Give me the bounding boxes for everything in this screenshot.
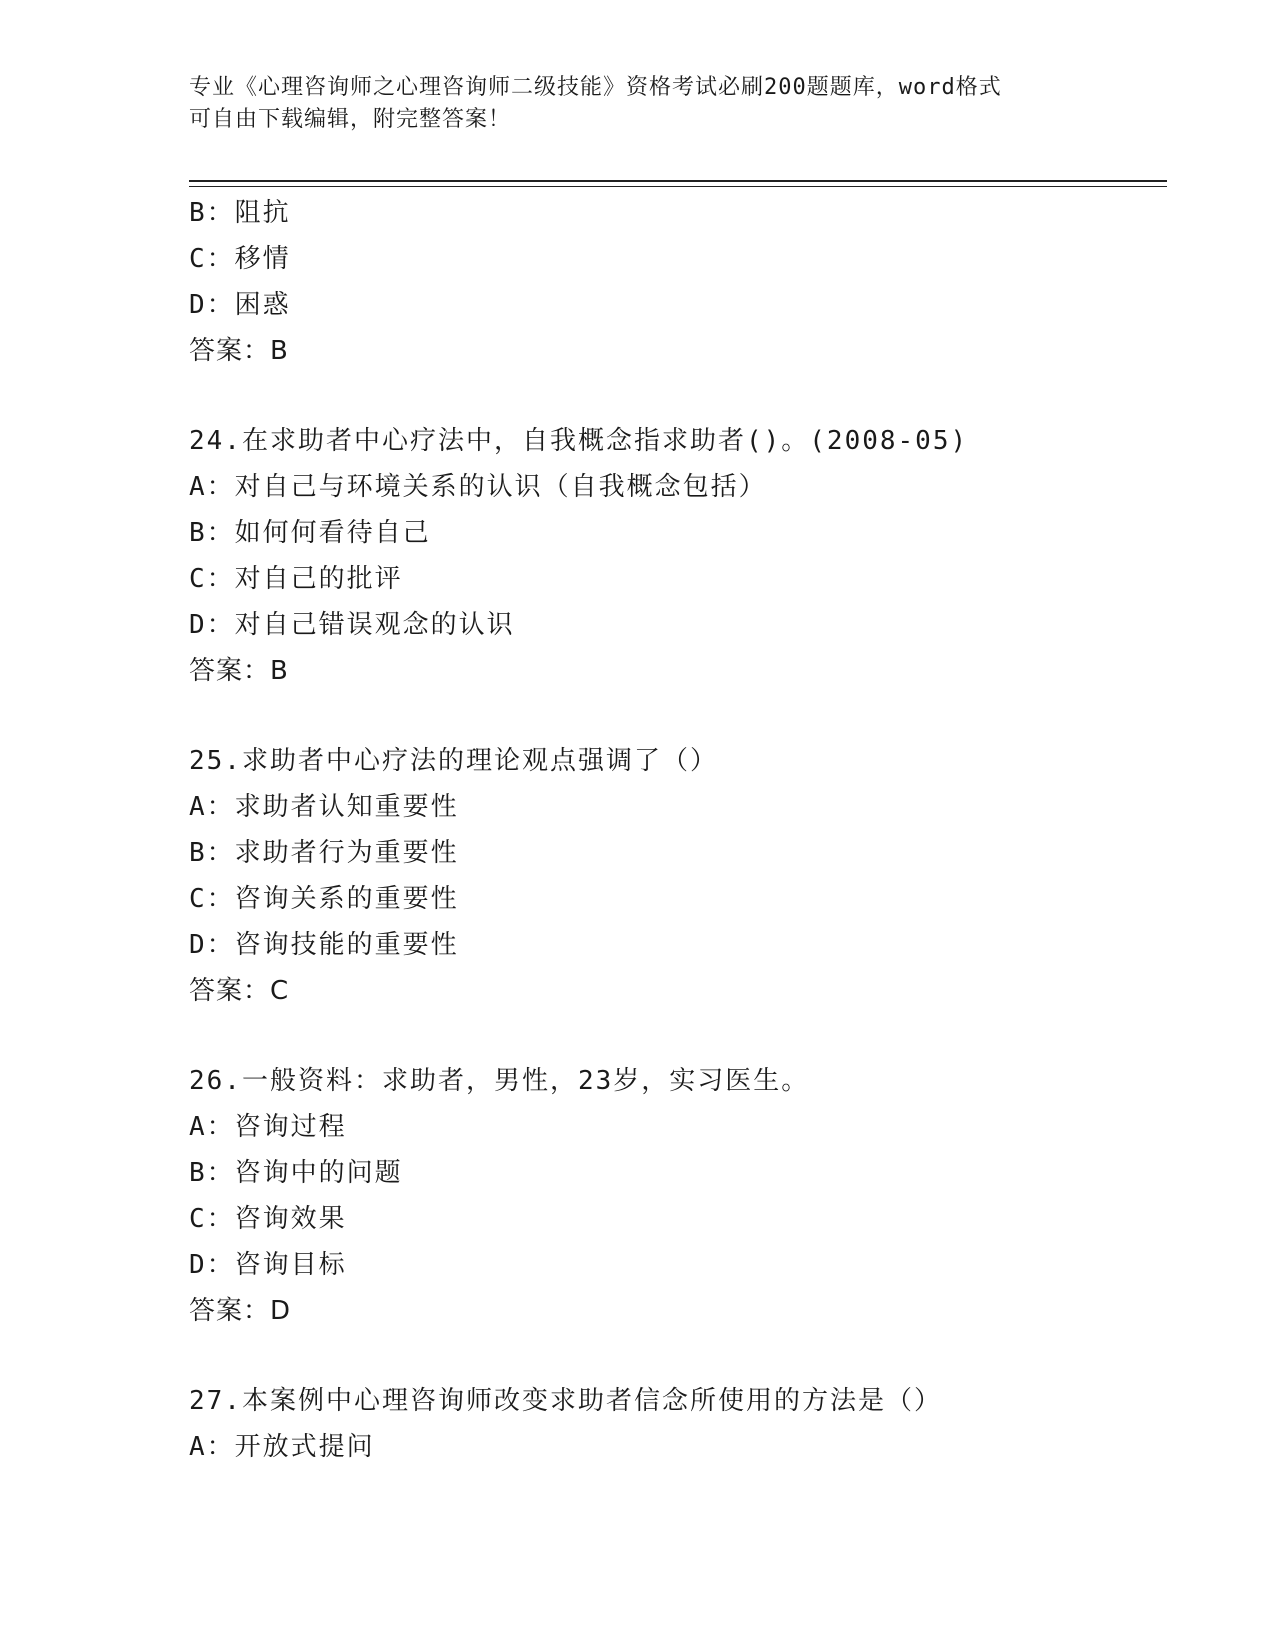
question-23-tail — [189, 190, 1169, 374]
option-c: C：移情 — [189, 244, 291, 274]
option-d: D：困惑 — [189, 290, 291, 320]
spacer — [189, 694, 1169, 738]
option-c: C：对自己的批评 — [189, 564, 403, 594]
option-d: D：咨询目标 — [189, 1250, 347, 1280]
header-line-1: 专业《心理咨询师之心理咨询师二级技能》资格考试必刷200题题库，word格式 — [189, 75, 1002, 100]
answer-line: 答案：C — [189, 976, 290, 1006]
option-a: A：对自己与环境关系的认识（自我概念包括） — [189, 472, 767, 502]
header-rule-thin — [189, 186, 1167, 187]
spacer — [189, 1014, 1169, 1058]
question-stem: 26.一般资料：求助者，男性，23岁，实习医生。 — [189, 1066, 810, 1096]
question-stem: 24.在求助者中心疗法中，自我概念指求助者()。(2008-05) — [189, 426, 969, 456]
question-stem: 25.求助者中心疗法的理论观点强调了（） — [189, 746, 718, 776]
option-b: B：阻抗 — [189, 198, 291, 228]
option-a: A：开放式提问 — [189, 1432, 375, 1462]
spacer — [189, 374, 1169, 418]
spacer — [189, 1334, 1169, 1378]
option-d: D：对自己错误观念的认识 — [189, 610, 515, 640]
option-b: B：如何何看待自己 — [189, 518, 431, 548]
question-25 — [189, 738, 1169, 1014]
answer-line: 答案：B — [189, 336, 289, 366]
answer-line: 答案：B — [189, 656, 289, 686]
question-27 — [189, 1378, 1169, 1470]
option-c: C：咨询关系的重要性 — [189, 884, 459, 914]
header-rule-thick — [189, 180, 1167, 182]
option-b: B：咨询中的问题 — [189, 1158, 403, 1188]
question-24 — [189, 418, 1169, 694]
option-b: B：求助者行为重要性 — [189, 838, 459, 868]
document-header — [189, 72, 1089, 136]
answer-line: 答案：D — [189, 1296, 292, 1326]
question-26 — [189, 1058, 1169, 1334]
option-c: C：咨询效果 — [189, 1204, 347, 1234]
option-d: D：咨询技能的重要性 — [189, 930, 459, 960]
question-stem: 27.本案例中心理咨询师改变求助者信念所使用的方法是（） — [189, 1386, 942, 1416]
question-list — [189, 190, 1169, 1470]
option-a: A：求助者认知重要性 — [189, 792, 459, 822]
header-line-2: 可自由下载编辑，附完整答案！ — [189, 107, 512, 132]
option-a: A：咨询过程 — [189, 1112, 347, 1142]
